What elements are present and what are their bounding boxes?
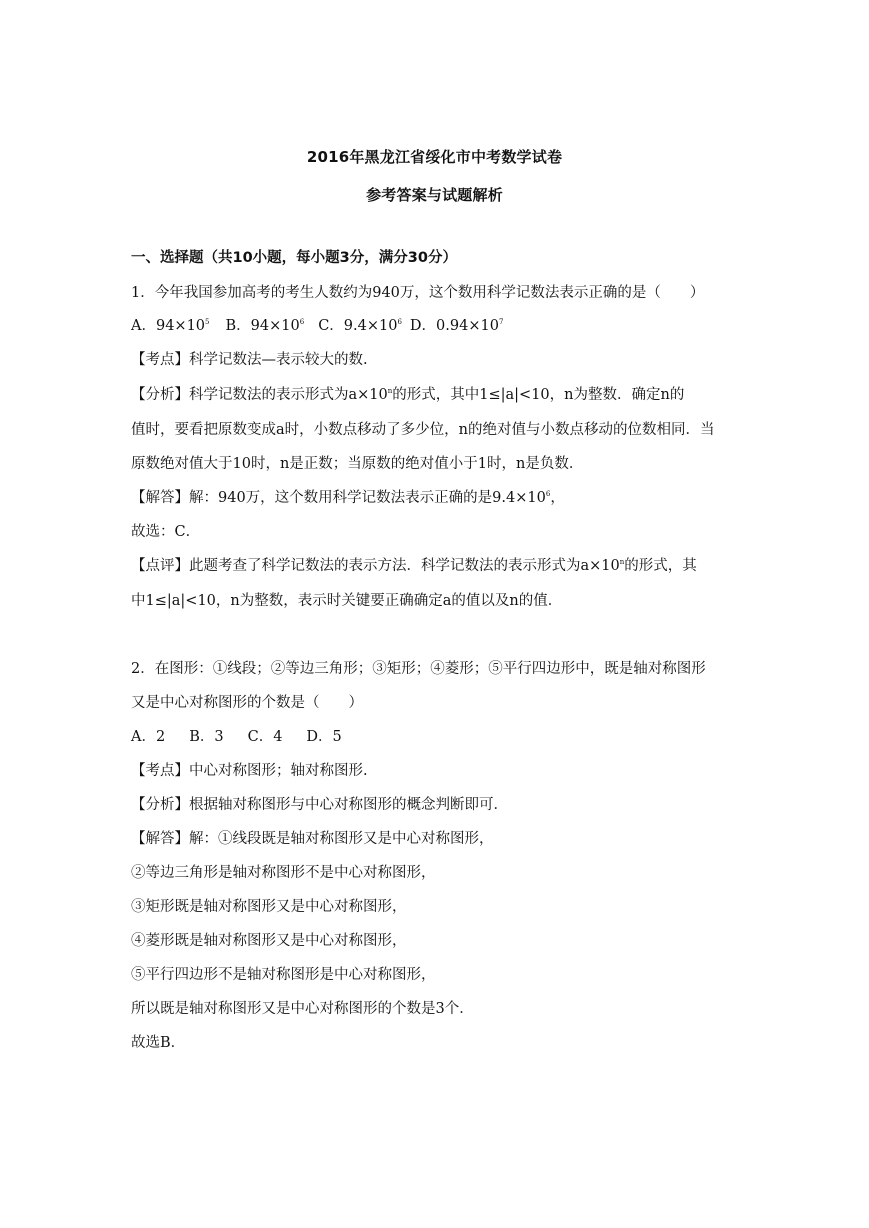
- option-b: B．3: [189, 729, 224, 745]
- question-2-jieda-line-6: 所以既是轴对称图形又是中心对称图形的个数是3个．: [131, 1001, 474, 1017]
- option-a: A．$94\times 10^5$: [131, 318, 210, 334]
- question-1-stem: 1．今年我国参加高考的考生人数约为940万，这个数用科学记数法表示正确的是（ ）: [131, 285, 705, 301]
- kaodian-text: 中心对称图形；轴对称图形.: [189, 763, 368, 779]
- question-1-answer: 故选：C．: [131, 524, 201, 540]
- kaodian-tag: 【考点】: [131, 763, 189, 779]
- question-1-dianping-line-1: 【点评】此题考查了科学记数法的表示方法．科学记数法的表示形式为$a\times 10^n$的形式，其: [131, 558, 697, 574]
- option-c: C．$9.4\times 10^6$: [318, 318, 402, 334]
- option-a: A．2: [131, 729, 166, 745]
- question-2-jieda-line-4: ④菱形既是轴对称图形又是中心对称图形，: [131, 933, 407, 949]
- question-2-jieda-line-3: ③矩形既是轴对称图形又是中心对称图形，: [131, 899, 407, 915]
- question-2-answer: 故选B．: [131, 1035, 186, 1051]
- question-1-fenxi-line-3: 原数绝对值大于10时，n是正数；当原数的绝对值小于1时，n是负数．: [131, 456, 584, 472]
- fenxi-tag: 【分析】: [131, 387, 189, 403]
- question-1-fenxi-line-2: 值时，要看把原数变成a时，小数点移动了多少位，n的绝对值与小数点移动的位数相同．当: [131, 422, 715, 438]
- question-2-jieda-line-1: 【解答】解：①线段既是轴对称图形又是中心对称图形，: [131, 831, 494, 847]
- jieda-tag: 【解答】: [131, 490, 189, 506]
- document-subtitle: 参考答案与试题解析: [366, 186, 503, 204]
- document-title: 2016年黑龙江省绥化市中考数学试卷: [306, 148, 563, 166]
- kaodian-tag: 【考点】: [131, 352, 189, 368]
- question-1-options: [131, 316, 741, 336]
- question-1-dianping-line-2: 中1≤|a|<10，n为整数，表示时关键要正确确定a的值以及n的值．: [131, 593, 563, 609]
- dianping-tag: 【点评】: [131, 558, 189, 574]
- option-d: D．$0.94\times 10^7$: [409, 318, 504, 334]
- fenxi-text: 根据轴对称图形与中心对称图形的概念判断即可．: [189, 797, 508, 813]
- jieda-tag: 【解答】: [131, 831, 189, 847]
- fenxi-tag: 【分析】: [131, 797, 189, 813]
- question-2-stem-line-2: 又是中心对称图形的个数是（ ）: [131, 695, 363, 711]
- question-1-fenxi-line-1: 【分析】科学记数法的表示形式为$a\times 10^n$的形式，其中1≤|a|<10，n为整数．确定n的: [131, 387, 685, 403]
- option-c: C．4: [247, 729, 283, 745]
- question-2-stem-line-1: 2．在图形：①线段；②等边三角形；③矩形；④菱形；⑤平行四边形中，既是轴对称图形: [131, 661, 706, 677]
- question-2-jieda-line-2: ②等边三角形是轴对称图形不是中心对称图形，: [131, 865, 436, 881]
- kaodian-text: 科学记数法—表示较大的数.: [189, 352, 368, 368]
- option-d: D．5: [306, 729, 342, 745]
- question-1-jieda: 【解答】解：940万，这个数用科学记数法表示正确的是$9.4\times 10^6$，: [131, 490, 565, 506]
- question-2-jieda-line-5: ⑤平行四边形不是轴对称图形是中心对称图形，: [131, 967, 436, 983]
- option-b: B．$94\times 10^6$: [225, 318, 305, 334]
- section-heading: 一、选择题（共10小题，每小题3分，满分30分）: [131, 250, 457, 266]
- question-2-options: [131, 727, 741, 747]
- question-2-kaodian: [131, 761, 741, 781]
- question-1-kaodian: [131, 350, 741, 370]
- question-2-fenxi: [131, 795, 741, 815]
